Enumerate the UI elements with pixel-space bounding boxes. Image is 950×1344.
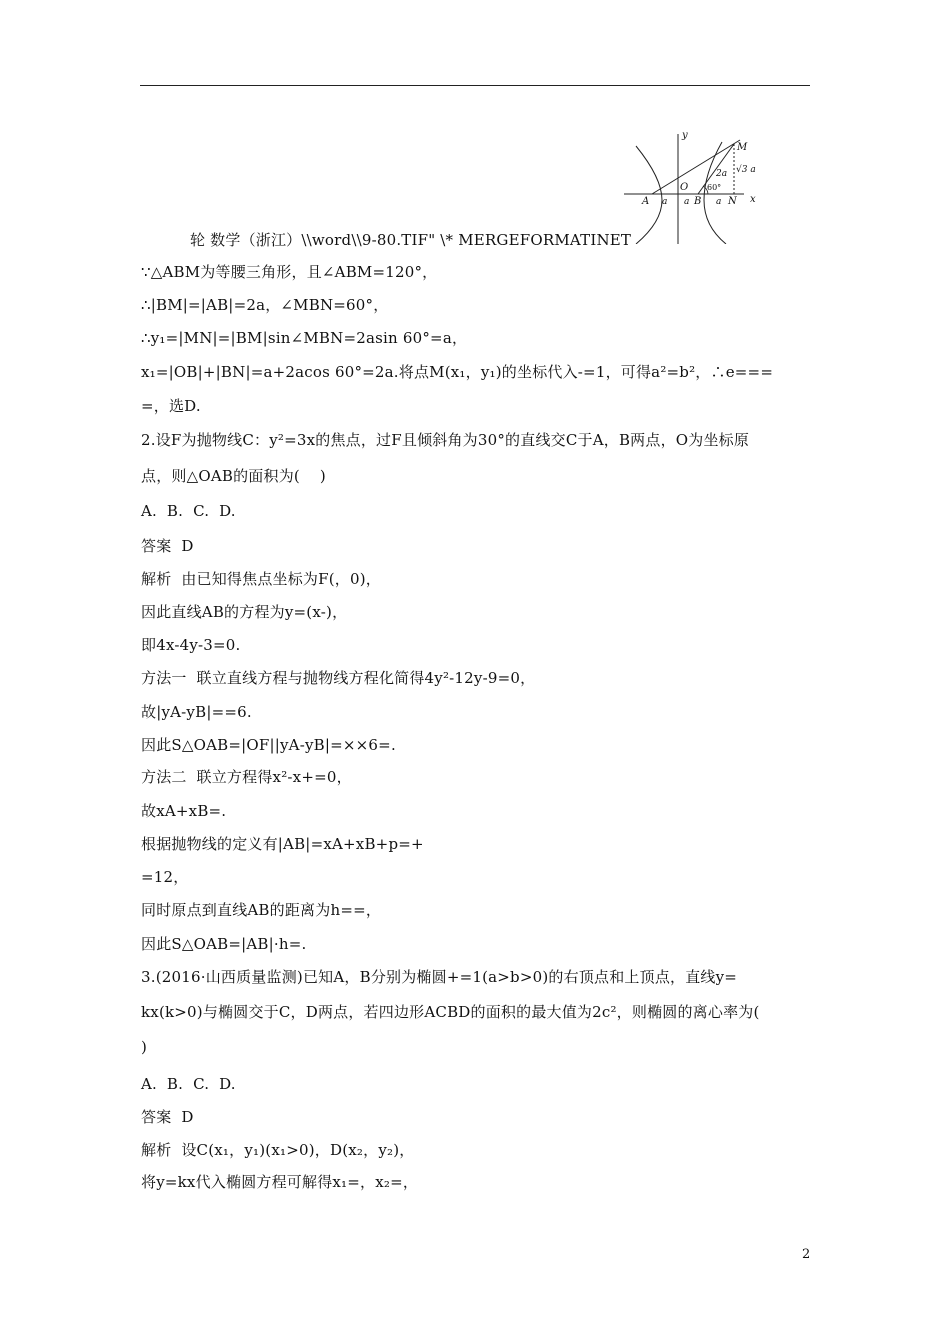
question-line: 2.设F为抛物线C：y²=3x的焦点，过F且倾斜角为30°的直线交C于A，B两点，O为坐标原 — [141, 431, 750, 449]
options-line: A. B. C. D. — [141, 502, 236, 520]
label-x: x — [750, 194, 756, 205]
line-am — [652, 140, 740, 194]
label-a2: a — [684, 197, 690, 207]
figure-caption-line: 轮 数学（浙江）\\word\\9-80.TIF" \* MERGEFORMATINET — [190, 231, 632, 249]
label-a1: a — [662, 197, 668, 207]
label-n: N — [728, 196, 737, 207]
text-line: 将y=kx代入椭圆方程可解得x₁=，x₂=， — [141, 1173, 419, 1191]
header-rule — [140, 85, 810, 86]
text-line: 即4x-4y-3=0. — [141, 636, 241, 654]
text-line: 故|yA-yB|==6. — [141, 703, 252, 721]
hyperbola-figure — [622, 128, 762, 244]
label-2a: 2a — [716, 169, 728, 179]
method-line: 方法二 联立方程得x²-x+=0， — [141, 768, 352, 786]
question-line: 3.(2016·山西质量监测)已知A，B分别为椭圆+=1(a>b>0)的右顶点和上顶点，直线y= — [141, 968, 738, 986]
text-line: =，选D. — [141, 397, 201, 415]
text-line: =12， — [141, 868, 189, 886]
text-line: ∴y₁=|MN|=|BM|sin∠MBN=2asin 60°=a， — [141, 329, 468, 347]
label-a-point: A — [642, 196, 650, 207]
label-a3: a — [716, 197, 722, 207]
analysis-line: 解析 设C(x₁，y₁)(x₁>0)，D(x₂，y₂)， — [141, 1141, 415, 1159]
text-line: 根据抛物线的定义有|AB|=xA+xB+p=+ — [141, 835, 424, 853]
answer-line: 答案 D — [141, 537, 194, 555]
method-line: 方法一 联立直线方程与抛物线方程化简得4y²-12y-9=0， — [141, 669, 536, 687]
text-line: 因此直线AB的方程为y=(x-)， — [141, 603, 348, 621]
label-b-point: B — [694, 196, 702, 207]
label-y: y — [682, 130, 688, 141]
label-m: M — [737, 142, 748, 153]
text-line: 因此S△OAB=|OF||yA-yB|=××6=. — [141, 736, 396, 754]
label-60deg: 60° — [707, 183, 722, 192]
analysis-line: 解析 由已知得焦点坐标为F(，0)， — [141, 570, 381, 588]
right-branch — [704, 142, 726, 244]
label-root3a: √3 a — [736, 165, 756, 175]
question-line: kx(k>0)与椭圆交于C，D两点，若四边形ACBD的面积的最大值为2c²，则椭圆的离心率为( — [141, 1003, 760, 1021]
text-line: ∵△ABM为等腰三角形，且∠ABM=120°， — [141, 263, 438, 281]
text-line: 同时原点到直线AB的距离为h==， — [141, 901, 382, 919]
text-line: 故xA+xB=. — [141, 802, 227, 820]
label-o: O — [680, 182, 689, 193]
text-line: ∴|BM|=|AB|=2a，∠MBN=60°， — [141, 296, 389, 314]
question-line: 点，则△OAB的面积为( ) — [141, 467, 326, 485]
page-number: 2 — [802, 1247, 811, 1262]
hyperbola-diagram — [622, 128, 762, 244]
text-line: x₁=|OB|+|BN|=a+2acos 60°=2a.将点M(x₁，y₁)的坐标代入-=1，可得a²=b²，∴e=== — [141, 363, 774, 381]
options-line: A. B. C. D. — [141, 1075, 236, 1093]
answer-line: 答案 D — [141, 1108, 194, 1126]
text-line: 因此S△OAB=|AB|·h=. — [141, 935, 307, 953]
left-branch — [636, 146, 662, 244]
question-line: ) — [141, 1038, 148, 1056]
